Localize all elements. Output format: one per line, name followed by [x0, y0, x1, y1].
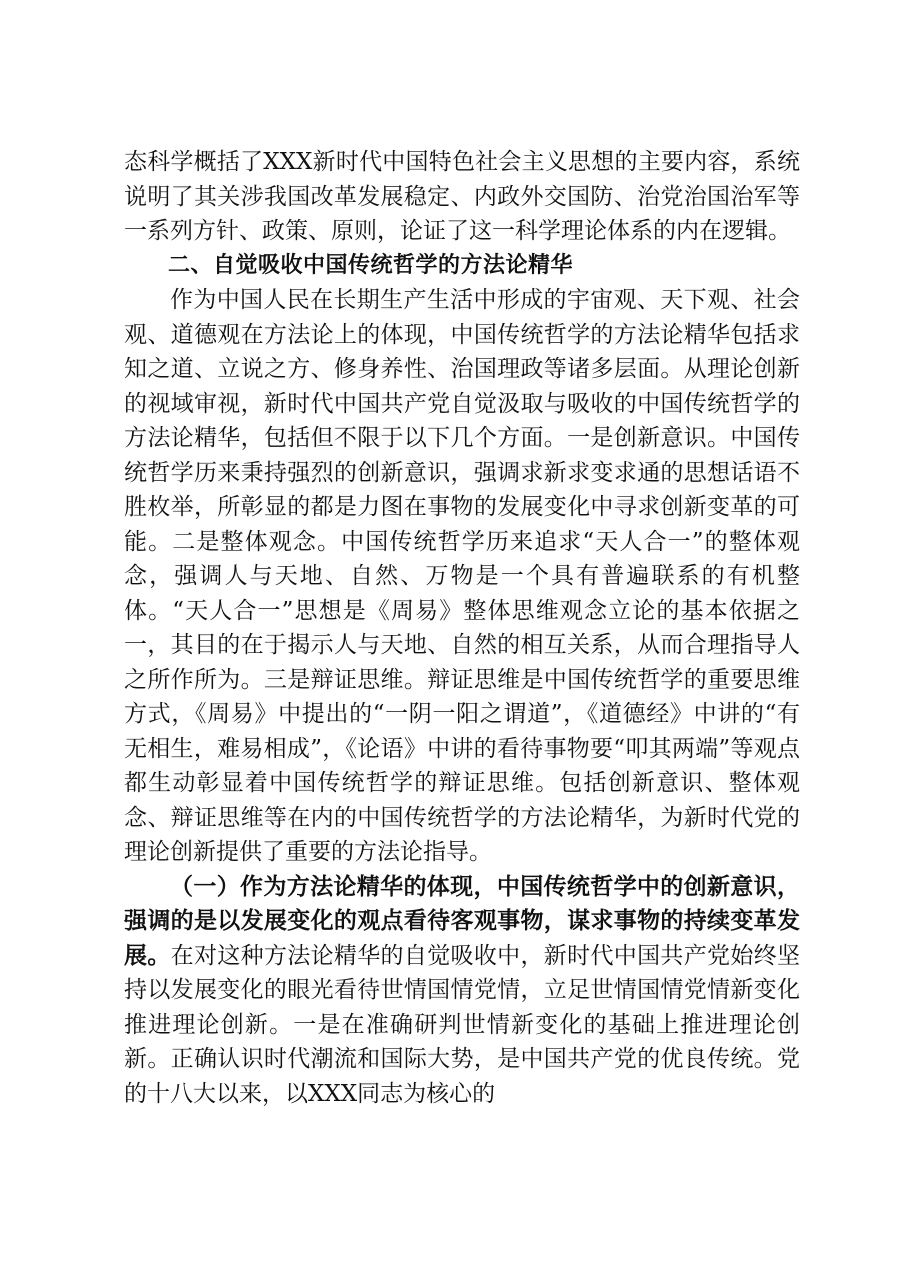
document-body [124, 145, 800, 1111]
paragraph-continued: 态科学概括了XXX新时代中国特色社会主义思想的主要内容，系统说明了其关涉我国改革发展稳定、内政外交国防、治党治国治军等一系列方针、政策、原则，论证了这一科学理论体系的内在逻辑。 [124, 149, 800, 244]
subsection-lead: （一）作为方法论精华的体现，中国传统哲学中的创新意识，强调的是以发展变化的观点看待客观事物，谋求事物的持续变革发展。 [124, 872, 800, 969]
paragraph-innovation [124, 870, 800, 1112]
section-heading: 二、自觉吸收中国传统哲学的方法论精华 [168, 252, 574, 278]
paragraph-methodology: 作为中国人民在长期生产生活中形成的宇宙观、天下观、社会观、道德观在方法论上的体现，中国传统哲学的方法论精华包括求知之道、立说之方、修身养性、治国理政等诸多层面。从理论创新的视域审视，新时代中国共产党自觉汲取与吸收的中国传统哲学的方法论精华，包括但不限于以下几个方面。一是创新意识。中国传统哲学历来秉持强烈的创新意识，强调求新求变求通的思想话语不胜枚举，所彰显的都是力图在事物的发展变化中寻求创新变革的可能。二是整体观念。中国传统哲学历来追求“天人合一”的整体观念，强调人与天地、自然、万物是一个具有普遍联系的有机整体。“天人合一”思想是《周易》整体思维观念立论的基本依据之一，其目的在于揭示人与天地、自然的相互关系，从而合理指导人之所作所为。三是辩证思维。辩证思维是中国传统哲学的重要思维方式，《周易》中提出的“一阴一阳之谓道”，《道德经》中讲的“有无相生，难易相成”，《论语》中讲的看待事物要“叩其两端”等观点都生动彰显着中国传统哲学的辩证思维。包括创新意识、整体观念、辩证思维等在内的中国传统哲学的方法论精华，为新时代党的理论创新提供了重要的方法论指导。 [124, 287, 800, 865]
subsection-text: 在对这种方法论精华的自觉吸收中，新时代中国共产党始终坚持以发展变化的眼光看待世情国情党情，立足世情国情党情新变化推进理论创新。一是在准确研判世情新变化的基础上推进理论创新。正确认识时代潮流和国际大势，是中国共产党的优良传统。党的十八大以来，以XXX同志为核心的 [124, 942, 801, 1107]
